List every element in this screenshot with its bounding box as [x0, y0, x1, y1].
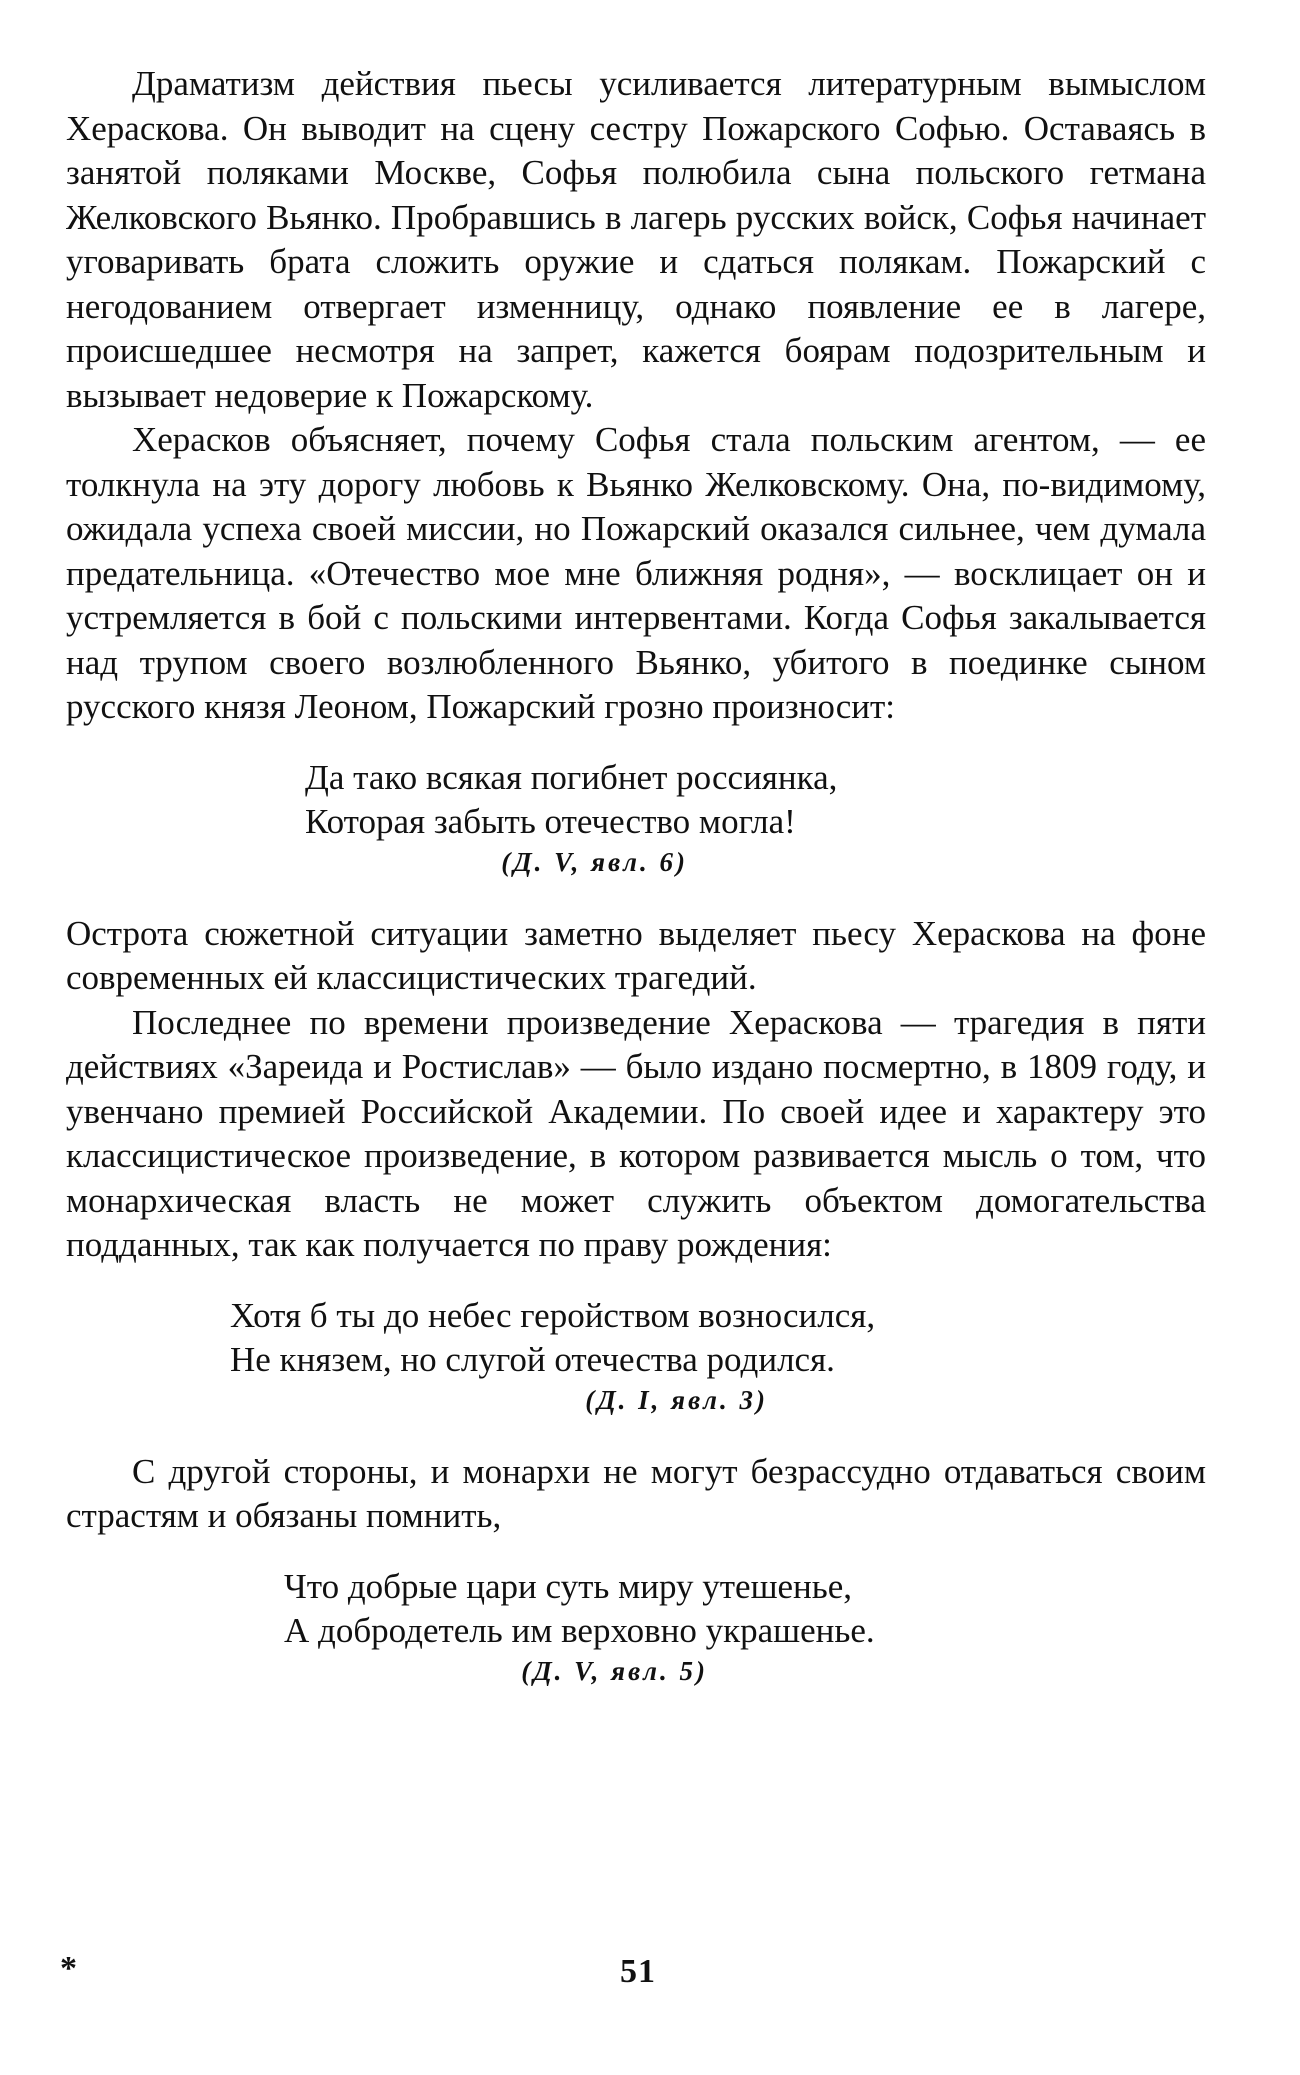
page-number: 51 — [620, 1953, 656, 1990]
page-body — [66, 62, 1206, 1687]
paragraph-3: Острота сюжетной ситуации заметно выделяет пьесу Хераскова на фоне современных ей классицистических трагедий. — [66, 913, 1206, 997]
verse-line: Да тако всякая погибнет россиянка, — [305, 757, 838, 797]
verse-line: Не князем, но слугой отечества родился. — [230, 1340, 835, 1379]
verse-line: А добродетель им верховно украшенье. — [284, 1611, 875, 1650]
verse-citation-1: (Д. V, явл. 6) — [501, 846, 688, 877]
verse-quote-3 — [66, 1565, 1206, 1654]
verse-line: Которая забыть отечество могла! — [305, 802, 796, 841]
verse-citation-3: (Д. V, явл. 5) — [521, 1655, 708, 1686]
footnote-asterisk: * — [60, 1950, 77, 1987]
verse-line: Что добрые цари суть миру утешенье, — [284, 1566, 853, 1606]
paragraph-1: Драматизм действия пьесы усиливается литературным вымыслом Хераскова. Он выводит на сцену сестру Пожарского Софью. Оставаясь в занятой поляками Москве, Софья полюбила сына польского гетмана Желковского Вьянко. Пробравшись в лагерь русских войск, Софья начинает уговаривать брата сложить оружие и сдаться полякам. Пожарский с негодованием отвергает изменницу, однако появление ее в лагере, происшедшее несмотря на запрет, кажется боярам подозрительным и вызывает недоверие к Пожарскому. — [66, 64, 1206, 415]
paragraph-4: Последнее по времени произведение Хераскова — трагедия в пяти действиях «Зареида и Ростислав» — было издано посмертно, в 1809 году, и увенчано премией Российской Академии. По своей идее и характеру это классицистическое произведение, в котором развивается мысль о том, что монархическая власть не может служить объектом домогательства подданных, так как получается по праву рождения: — [66, 1002, 1206, 1264]
paragraph-2: Херасков объясняет, почему Софья стала польским агентом, — ее толкнула на эту дорогу любовь к Вьянко Желковскому. Она, по-видимому, ожидала успеха своей миссии, но Пожарский оказался сильнее, чем думала предательница. «Отечество мое мне ближняя родня», — восклицает он и устремляется в бой с польскими интервентами. Когда Софья закалывается над трупом своего возлюбленного Вьянко, убитого в поединке сыном русского князя Леоном, Пожарский грозно произносит: — [66, 420, 1206, 726]
verse-quote-2 — [66, 1294, 1206, 1383]
verse-citation-2: (Д. I, явл. 3) — [585, 1384, 768, 1415]
paragraph-5: С другой стороны, и монархи не могут безрассудно отдаваться своим страстям и обязаны помнить, — [66, 1451, 1206, 1535]
verse-line: Хотя б ты до небес геройством возносился, — [230, 1295, 876, 1335]
verse-quote-1 — [66, 756, 1206, 845]
